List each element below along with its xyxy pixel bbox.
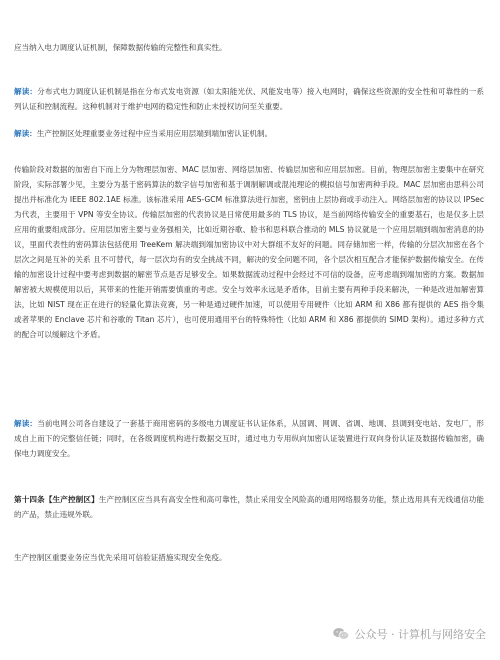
interpretation-label: 解读： [14,87,38,96]
interpretation-label: 解读： [14,419,38,428]
paragraph-1-text: 应当纳入电力调度认证机制，保障数据传输的完整性和真实性。 [14,43,227,52]
paragraph-3-text: 生产控制区处理重要业务过程中应当采用应用层端到端加密认证机制。 [36,129,273,138]
article-label: 第十四条【生产控制区】 [14,495,99,504]
paragraph-7-text: 生产控制区重要业务应当优先采用可信验证措施实现安全免疫。 [14,553,227,562]
paragraph-1 [14,40,484,55]
paragraph-2 [14,84,484,114]
wechat-icon [332,627,350,641]
paragraph-6 [14,492,484,522]
paragraph-5-text: 当前电网公司各自建设了一套基于商用密码的多级电力调度证书认证体系，从国调、网调、省调、地调、县调到变电站、发电厂，形成自上而下的完整信任链；同时，在各级调度机构进行数据交互时，通过电力专用纵向加密认证装置进行双向身份认证及数据传输加密，确保电力调度安全。 [14,419,484,458]
paragraph-5 [14,416,484,461]
watermark [332,626,487,642]
paragraph-7 [14,550,484,565]
paragraph-3 [14,126,484,141]
paragraph-2-text: 分布式电力调度认证机制是指在分布式发电资源（如太阳能光伏、风能发电等）接入电网时，确保这些资源的安全性和可靠性的一系列认证和控制流程。这种机制对于维护电网的稳定性和防止未授权访问至关重要。 [14,87,484,111]
paragraph-4 [14,162,484,342]
paragraph-6-text: 生产控制区应当具有高安全性和高可靠性，禁止采用安全风险高的通用网络服务功能，禁止选用具有无线通信功能的产品，禁止违规外联。 [14,495,485,519]
interpretation-label: 解读： [14,129,37,138]
paragraph-4-text: 传输阶段对数据的加密自下而上分为物理层加密、MAC 层加密、网络层加密、传输层加密和应用层加密。目前，物理层加密主要集中在研究阶段，实际部署少见，主要分为基于密码算法的数字信号加密和基于调制解调或混沌理论的模拟信号加密两种手段。MAC 层加密由思科公司提出并标准化为 IEEE 802.1AE 标准。该标准采用 AES-GCM 标准算法进行加密，密钥由上层协商或手动注入。网络层加密的协议以 IPSec 为代表，主要用于 VPN 等安全协议。传输层加密的代表协议是日常使用最多的 TLS 协议，是当前网络传输安全的重要基石，也是仅多上层应用的重要组成部分。应用层加密主要与业务强相关，比如近期谷歌、脸书和思科联合推动的 MLS 协议就是一个应用层端到端加密消息的协议，里面代表性的密码算法包括使用 TreeKem 解决端到端加密协议中对大群组不友好的问题。同存储加密一样，传输的分层次加密在各个层次之间是互补的关系 且不可替代，每一层次均有的安全挑战不同，解决的安全问题不同，各个层次相互配合才能保护数据传输安全。在传输的加密设计过程中要考虑到数据的解密节点是否足够安全。如果数据流动过程中会经过不可信的设备，应考虑端到端加密的方案。数据加解密被大规模使用以后，其带来的性能开销需要慎重的考虑。安全与效率永远是矛盾体，目前主要有两种手段来解决，一种是改进加解密算法，比如 NIST 现在正在进行的轻量化算法竞赛，另一种是通过硬件加速，可以使用专用硬件（比如 ARM 和 X86 都有提供的 AES 指令集或者苹果的 Enclave 芯片和谷歌的 Titan 芯片），也可使用通用平台的特殊特性（比如 ARM 和 X86 都提供的 SIMD 架构）。通过多种方式的配合可以缓解这个矛盾。 [14,165,484,339]
watermark-text: 公众号 · 计算机与网络安全 [354,628,486,641]
